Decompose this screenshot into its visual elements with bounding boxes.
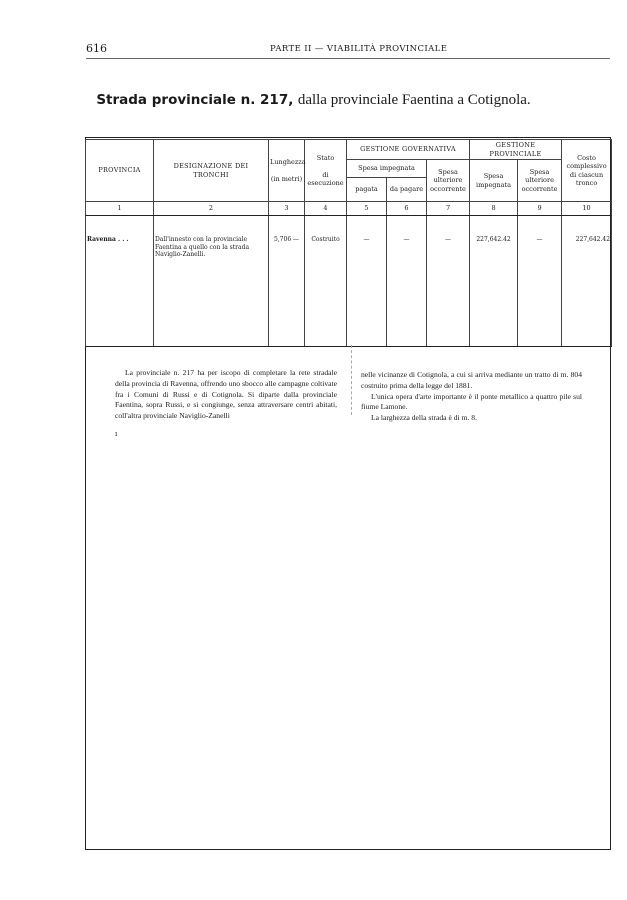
header-costo: Costo complessivo di ciascun tronco <box>562 140 612 202</box>
header-designazione: DESIGNAZIONE DEI TRONCHI <box>154 140 269 202</box>
title-route: dalla provinciale Faentina a Cotignola. <box>297 92 531 108</box>
header-lunghezza-label: Lunghezza <box>270 158 306 167</box>
cell-designazione: Dall'innesto con la provinciale Faentina a quello con la strada Naviglio-Zanelli. <box>154 216 269 347</box>
paragraph: nelle vicinanze di Cotignola, a cui si arriva mediante un tratto di m. 804 costruito prima della legge del 1881. <box>361 370 582 390</box>
column-number: 9 <box>518 202 562 216</box>
paragraph: La provinciale n. 217 ha per iscopo di completare la rete stradale della provincia di Ravenna, offrendo uno sbocco alle campagne coltivate fra i Comuni di Russi e di Cotignola. Si diparte dalla provinciale Faentina, sopra Russi, e si congiunge, senza attraversare centri abitati, coll'altra provinciale Naviglio-Zanelli <box>115 368 337 421</box>
cell-ulteriore-gov: — <box>427 216 470 347</box>
column-divider <box>351 345 352 415</box>
header-stato-sub: di esecuzione <box>307 170 344 187</box>
cell-lunghezza: 5,706 — <box>269 216 305 347</box>
column-number: 3 <box>269 202 305 216</box>
header-lunghezza-unit: (in metri) <box>270 174 303 183</box>
column-number: 6 <box>387 202 427 216</box>
column-number: 10 <box>562 202 612 216</box>
description-right-column <box>361 370 582 424</box>
cell-stato: Costruito <box>305 216 347 347</box>
stray-mark: ı <box>115 430 118 438</box>
description-left-column <box>115 368 337 422</box>
table-row <box>86 216 612 347</box>
header-da-pagare: da pagare <box>387 178 427 202</box>
cell-ulteriore-prov: — <box>518 216 562 347</box>
column-number: 7 <box>427 202 470 216</box>
cell-pagata: — <box>347 216 387 347</box>
column-number: 2 <box>154 202 269 216</box>
header-stato <box>305 140 347 202</box>
column-number: 1 <box>86 202 154 216</box>
page-title <box>0 92 627 109</box>
column-number: 5 <box>347 202 387 216</box>
header-spesa-ulteriore-gov: Spesa ulteriore occorrente <box>427 160 470 202</box>
cell-provincia: Ravenna . . . <box>86 216 154 347</box>
cell-da-pagare: — <box>387 216 427 347</box>
title-road-number: Strada provinciale n. 217, <box>96 92 294 108</box>
header-spesa-impegnata: Spesa impegnata <box>347 160 427 178</box>
paragraph: La larghezza della strada è di m. 8. <box>371 413 477 423</box>
page-number: 616 <box>86 42 107 55</box>
header-gestione-provinciale: GESTIONE PROVINCIALE <box>470 140 562 160</box>
road-table <box>85 139 612 347</box>
header-lunghezza <box>269 140 305 202</box>
header-provincia: PROVINCIA <box>86 140 154 202</box>
cell-costo: 227,642.42 <box>562 216 612 347</box>
header-pagata: pagata <box>347 178 387 202</box>
header-spesa-ulteriore-prov: Spesa ulteriore occorrente <box>518 160 562 202</box>
running-title: PARTE II — VIABILITÀ PROVINCIALE <box>270 44 448 54</box>
column-number: 8 <box>470 202 518 216</box>
header-gestione-governativa: GESTIONE GOVERNATIVA <box>347 140 470 160</box>
cell-impegnata-prov: 227,642.42 <box>470 216 518 347</box>
column-number: 4 <box>305 202 347 216</box>
header-rule <box>86 58 610 59</box>
paragraph: L'unica opera d'arte importante è il ponte metallico a quattro pile sul fiume Lamone. <box>361 391 582 412</box>
header-spesa-impegnata-prov: Spesa impegnata <box>470 160 518 202</box>
header-stato-label: Stato <box>316 154 335 163</box>
